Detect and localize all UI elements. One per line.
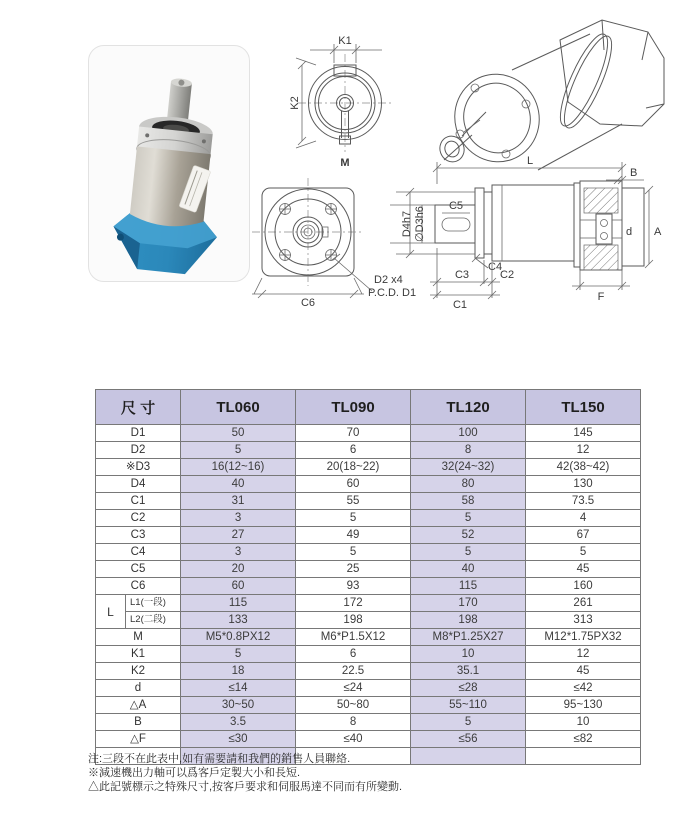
table-cell: M8*P1.25X27 xyxy=(411,629,526,646)
table-row xyxy=(96,595,641,612)
table-cell: 55~110 xyxy=(411,697,526,714)
column-header-dimension: 尺 寸 xyxy=(96,390,181,425)
table-cell: 115 xyxy=(181,595,296,612)
table-cell: 20(18~22) xyxy=(296,459,411,476)
table-cell: 16(12~16) xyxy=(181,459,296,476)
row-label: C1 xyxy=(96,493,181,510)
spec-table-container xyxy=(95,389,641,765)
table-row xyxy=(96,612,641,629)
table-cell: ≤24 xyxy=(296,680,411,697)
table-cell: ≤28 xyxy=(411,680,526,697)
row-label: D2 xyxy=(96,442,181,459)
table-cell: 5 xyxy=(411,714,526,731)
table-cell: 93 xyxy=(296,578,411,595)
table-cell: 3 xyxy=(181,544,296,561)
spec-table xyxy=(95,389,641,765)
row-label: K2 xyxy=(96,663,181,680)
dim-label-c5: C5 xyxy=(448,200,464,212)
table-row xyxy=(96,663,641,680)
dim-label-k2: K2 xyxy=(289,96,301,110)
table-cell: 42(38~42) xyxy=(526,459,641,476)
table-header-row xyxy=(96,390,641,425)
dim-label-c6: C6 xyxy=(300,297,316,309)
table-cell: 67 xyxy=(526,527,641,544)
table-row xyxy=(96,714,641,731)
footnotes xyxy=(88,752,608,794)
table-row xyxy=(96,510,641,527)
table-cell: 58 xyxy=(411,493,526,510)
dim-label-l: L xyxy=(526,155,534,167)
table-cell: 49 xyxy=(296,527,411,544)
footnote-line: △此記號標示之特殊尺寸,按客戶要求和伺服馬達不同而有所變動. xyxy=(88,781,403,793)
dim-label-pcd: P.C.D. D1 xyxy=(368,287,417,299)
dim-label-c1: C1 xyxy=(452,299,468,311)
row-label: C2 xyxy=(96,510,181,527)
table-cell: 198 xyxy=(296,612,411,629)
spec-table-body xyxy=(96,425,641,765)
table-cell: 73.5 xyxy=(526,493,641,510)
table-cell: M6*P1.5X12 xyxy=(296,629,411,646)
table-cell: 313 xyxy=(526,612,641,629)
table-cell: 5 xyxy=(181,646,296,663)
table-cell: 80 xyxy=(411,476,526,493)
table-cell: 5 xyxy=(296,510,411,527)
table-cell: 6 xyxy=(296,646,411,663)
table-cell: ≤40 xyxy=(296,731,411,748)
dim-label-b: B xyxy=(630,167,638,179)
table-cell: 18 xyxy=(181,663,296,680)
table-cell: 22.5 xyxy=(296,663,411,680)
table-row xyxy=(96,425,641,442)
table-cell: 172 xyxy=(296,595,411,612)
table-cell: 115 xyxy=(411,578,526,595)
dim-label-d4h7: D4h7 xyxy=(401,210,413,238)
row-label: D1 xyxy=(96,425,181,442)
technical-drawings xyxy=(250,8,680,326)
dim-label-d3h6: ∅D3h6 xyxy=(414,206,426,242)
table-cell: 160 xyxy=(526,578,641,595)
table-cell: ≤30 xyxy=(181,731,296,748)
column-header-tl090: TL090 xyxy=(296,390,411,425)
table-cell: 40 xyxy=(411,561,526,578)
table-row xyxy=(96,527,641,544)
table-cell: 145 xyxy=(526,425,641,442)
table-cell: 130 xyxy=(526,476,641,493)
table-cell: 25 xyxy=(296,561,411,578)
table-cell: 70 xyxy=(296,425,411,442)
table-cell: 4 xyxy=(526,510,641,527)
table-cell: ≤42 xyxy=(526,680,641,697)
table-row xyxy=(96,697,641,714)
table-row xyxy=(96,544,641,561)
row-label: C4 xyxy=(96,544,181,561)
table-row xyxy=(96,578,641,595)
table-cell: 27 xyxy=(181,527,296,544)
table-cell: 170 xyxy=(411,595,526,612)
table-cell: 45 xyxy=(526,561,641,578)
row-label: K1 xyxy=(96,646,181,663)
table-cell: 35.1 xyxy=(411,663,526,680)
table-cell: M5*0.8PX12 xyxy=(181,629,296,646)
dim-label-c4: C4 xyxy=(488,261,503,273)
row-label: △F xyxy=(96,731,181,748)
row-label: C3 xyxy=(96,527,181,544)
footnote-line: ※減速機出力軸可以爲客戶定製大小和長短. xyxy=(88,767,301,779)
table-cell: 8 xyxy=(411,442,526,459)
table-cell: 3 xyxy=(181,510,296,527)
table-row xyxy=(96,476,641,493)
table-cell: 95~130 xyxy=(526,697,641,714)
table-cell: 10 xyxy=(526,714,641,731)
table-row xyxy=(96,493,641,510)
table-cell: 5 xyxy=(526,544,641,561)
isometric-view-drawing xyxy=(436,20,664,174)
table-cell: 5 xyxy=(411,510,526,527)
table-cell: 5 xyxy=(181,442,296,459)
row-label: L1(一段) xyxy=(126,595,181,612)
table-cell: ≤14 xyxy=(181,680,296,697)
dim-label-a: A xyxy=(654,226,662,238)
table-cell: 50 xyxy=(181,425,296,442)
table-cell: 8 xyxy=(296,714,411,731)
footnote-line: 注:三段不在此表中,如有需要請和我們的銷售人員聯絡. xyxy=(88,753,351,765)
table-row xyxy=(96,680,641,697)
table-cell: M12*1.75PX32 xyxy=(526,629,641,646)
table-cell: 5 xyxy=(411,544,526,561)
dim-label-m: M xyxy=(340,157,350,169)
table-cell: ≤56 xyxy=(411,731,526,748)
table-cell: 100 xyxy=(411,425,526,442)
dim-label-c2: C2 xyxy=(500,269,515,281)
gearbox-photo-illustration xyxy=(89,46,249,281)
table-cell: 50~80 xyxy=(296,697,411,714)
row-label: C6 xyxy=(96,578,181,595)
row-label: △A xyxy=(96,697,181,714)
table-cell: 10 xyxy=(411,646,526,663)
row-label: M xyxy=(96,629,181,646)
dim-label-d2x4: D2 x4 xyxy=(374,274,403,286)
table-row xyxy=(96,459,641,476)
table-cell: 3.5 xyxy=(181,714,296,731)
table-cell: ≤82 xyxy=(526,731,641,748)
row-label: L2(二段) xyxy=(126,612,181,629)
table-cell: 60 xyxy=(181,578,296,595)
table-cell: 55 xyxy=(296,493,411,510)
column-header-tl060: TL060 xyxy=(181,390,296,425)
row-label: B xyxy=(96,714,181,731)
table-row xyxy=(96,442,641,459)
row-label: D4 xyxy=(96,476,181,493)
column-header-tl150: TL150 xyxy=(526,390,641,425)
table-cell: 32(24~32) xyxy=(411,459,526,476)
side-section-view-drawing xyxy=(390,155,662,311)
table-cell: 12 xyxy=(526,442,641,459)
table-cell: 6 xyxy=(296,442,411,459)
table-cell: 198 xyxy=(411,612,526,629)
table-cell: 261 xyxy=(526,595,641,612)
row-label: ※D3 xyxy=(96,459,181,476)
row-label: C5 xyxy=(96,561,181,578)
gearbox-unit xyxy=(109,73,233,277)
row-group-label: L xyxy=(96,595,126,629)
column-header-tl120: TL120 xyxy=(411,390,526,425)
product-photo xyxy=(88,45,250,282)
table-cell: 30~50 xyxy=(181,697,296,714)
table-cell: 52 xyxy=(411,527,526,544)
dim-label-d: d xyxy=(626,226,633,238)
table-cell: 5 xyxy=(296,544,411,561)
dim-label-f: F xyxy=(597,291,605,303)
table-row xyxy=(96,731,641,748)
table-row xyxy=(96,561,641,578)
dim-label-c3: C3 xyxy=(454,269,470,281)
table-cell: 20 xyxy=(181,561,296,578)
table-cell: 40 xyxy=(181,476,296,493)
table-row xyxy=(96,629,641,646)
table-cell: 45 xyxy=(526,663,641,680)
table-row xyxy=(96,646,641,663)
table-cell: 133 xyxy=(181,612,296,629)
table-cell: 60 xyxy=(296,476,411,493)
row-label: d xyxy=(96,680,181,697)
table-cell: 31 xyxy=(181,493,296,510)
shaft-end-view-drawing xyxy=(289,35,392,169)
dim-label-k1: K1 xyxy=(338,35,352,47)
flange-front-view-drawing xyxy=(252,178,416,309)
table-cell: 12 xyxy=(526,646,641,663)
